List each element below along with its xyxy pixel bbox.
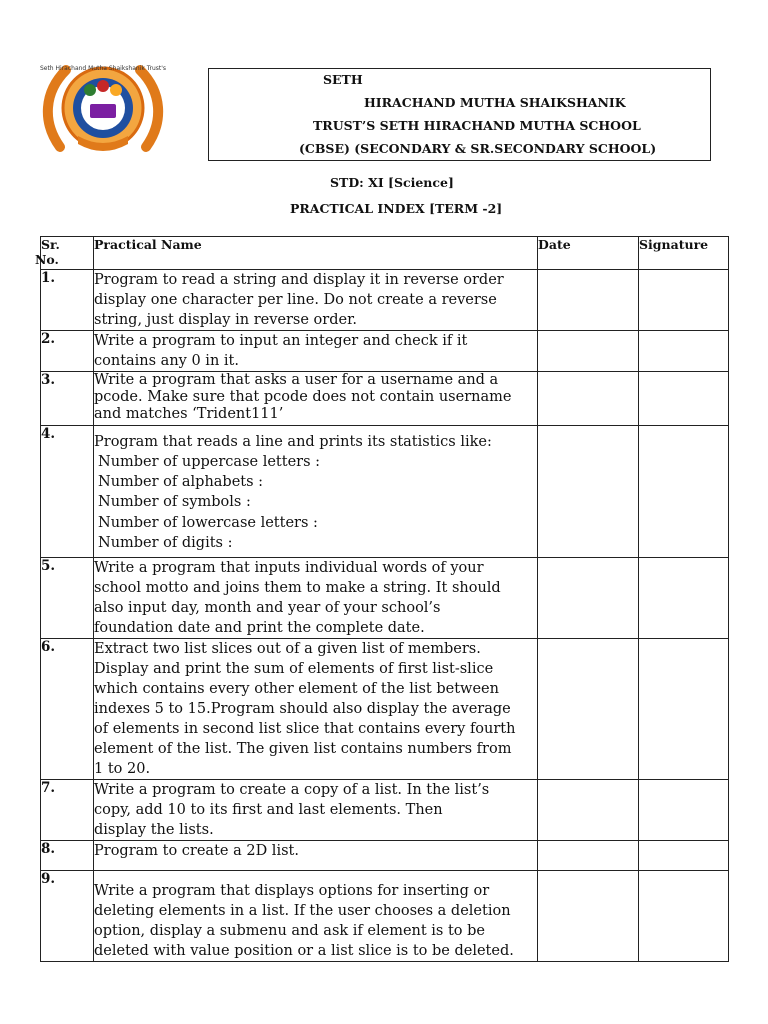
row-sr-no: 6. (41, 639, 94, 780)
row-date-cell (538, 841, 639, 871)
header-date: Date (538, 237, 639, 270)
header-practical-name: Practical Name (94, 237, 538, 270)
row-signature-cell (639, 270, 729, 331)
table-header-row (41, 237, 729, 270)
practical-text-line: deleting elements in a list. If the user chooses a deletion (94, 903, 511, 919)
practical-text-line: deleted with value position or a list slice is to be deleted. (94, 943, 514, 959)
row-practical-name (94, 426, 538, 558)
row-signature-cell (639, 372, 729, 426)
row-sr-no: 8. (41, 841, 94, 871)
row-sr-no: 7. (41, 780, 94, 841)
row-date-cell (538, 372, 639, 426)
row-practical-name (94, 780, 538, 841)
row-date-cell (538, 426, 639, 558)
row-date-cell (538, 639, 639, 780)
table-row (41, 372, 729, 426)
practical-text-line: which contains every other element of the list between (94, 681, 499, 697)
row-practical-name (94, 871, 538, 962)
row-practical-name (94, 372, 538, 426)
practical-text-line: element of the list. The given list contains numbers from (94, 741, 512, 757)
row-signature-cell (639, 331, 729, 372)
practical-text-line: 1 to 20. (94, 761, 151, 777)
practical-text-line: Program that reads a line and prints its statistics like: (94, 434, 492, 450)
row-sr-no: 2. (41, 331, 94, 372)
std-label: STD: XI [Science] (330, 175, 454, 190)
row-practical-name (94, 639, 538, 780)
row-signature-cell (639, 558, 729, 639)
school-logo (38, 52, 168, 164)
practical-text-line: Write a program to input an integer and check if it (94, 333, 468, 349)
table-row (41, 871, 729, 962)
practical-text-line: pcode. Make sure that pcode does not contain username (94, 389, 512, 405)
practical-text-line: Write a program that asks a user for a username and a (94, 372, 499, 388)
practical-text-line: Program to read a string and display it in reverse order (94, 272, 504, 288)
table-row (41, 426, 729, 558)
table-row (41, 270, 729, 331)
header-line-2: HIRACHAND MUTHA SHAIKSHANIK (364, 95, 626, 110)
row-signature-cell (639, 639, 729, 780)
row-date-cell (538, 331, 639, 372)
practical-text-line: Write a program to create a copy of a list. In the list’s (94, 782, 490, 798)
statistic-item: Number of symbols : (98, 494, 251, 511)
practical-text-line: display the lists. (94, 822, 214, 838)
logo-ring-text: Seth Hirachand Mutha Shaikshanik Trust's (39, 65, 167, 72)
practical-text-line: indexes 5 to 15.Program should also display the average (94, 701, 511, 717)
row-practical-name (94, 331, 538, 372)
practical-index-table (35, 236, 729, 962)
practical-text-line: school motto and joins them to make a string. It should (94, 580, 501, 596)
practical-text-line: also input day, month and year of your school’s (94, 600, 441, 616)
row-sr-no: 4. (41, 426, 94, 558)
index-title: PRACTICAL INDEX [TERM -2] (290, 201, 503, 216)
row-practical-name (94, 558, 538, 639)
header-signature: Signature (639, 237, 729, 270)
practical-text-line: display one character per line. Do not create a reverse (94, 292, 497, 308)
practical-text-line: string, just display in reverse order. (94, 312, 358, 328)
row-signature-cell (639, 426, 729, 558)
row-date-cell (538, 780, 639, 841)
table-row (41, 558, 729, 639)
row-date-cell (538, 270, 639, 331)
statistic-item: Number of alphabets : (98, 474, 264, 491)
practical-text-line: copy, add 10 to its first and last elements. Then (94, 802, 443, 818)
row-sr-no: 3. (41, 372, 94, 426)
statistic-item: Number of lowercase letters : (98, 514, 318, 531)
header-line-1: SETH (323, 72, 363, 87)
table-row (41, 780, 729, 841)
statistic-item: Number of uppercase letters : (98, 454, 321, 470)
practical-text-line: option, display a submenu and ask if element is to be (94, 923, 486, 939)
table-row (41, 841, 729, 871)
row-sr-no: 5. (41, 558, 94, 639)
header-line-4: (CBSE) (SECONDARY & SR.SECONDARY SCHOOL) (299, 141, 657, 156)
row-signature-cell (639, 841, 729, 871)
row-date-cell (538, 871, 639, 962)
row-signature-cell (639, 780, 729, 841)
practical-text-line: Write a program that inputs individual words of your (94, 560, 484, 576)
row-signature-cell (639, 871, 729, 962)
row-practical-name (94, 270, 538, 331)
school-header-box (208, 68, 711, 161)
header-line-3: TRUST’S SETH HIRACHAND MUTHA SCHOOL (313, 118, 641, 133)
header-sr-no: Sr. No. (41, 237, 94, 270)
practical-text-line: foundation date and print the complete date. (94, 620, 425, 636)
practical-text-line: Program to create a 2D list. (94, 843, 299, 859)
practical-text-line: and matches ‘Trident111’ (94, 406, 284, 422)
practical-text-line: of elements in second list slice that contains every fourth (94, 721, 516, 737)
row-date-cell (538, 558, 639, 639)
statistic-item: Number of digits : (98, 534, 233, 551)
row-practical-name (94, 841, 538, 871)
practical-text-line: Display and print the sum of elements of first list-slice (94, 661, 494, 677)
practical-text-line: contains any 0 in it. (94, 353, 239, 369)
row-sr-no: 1. (41, 270, 94, 331)
practical-text-line: Extract two list slices out of a given list of members. (94, 641, 481, 657)
row-sr-no: 9. (41, 871, 94, 962)
table-row (41, 639, 729, 780)
practical-text-line: Write a program that displays options for inserting or (94, 883, 490, 899)
table-row (41, 331, 729, 372)
